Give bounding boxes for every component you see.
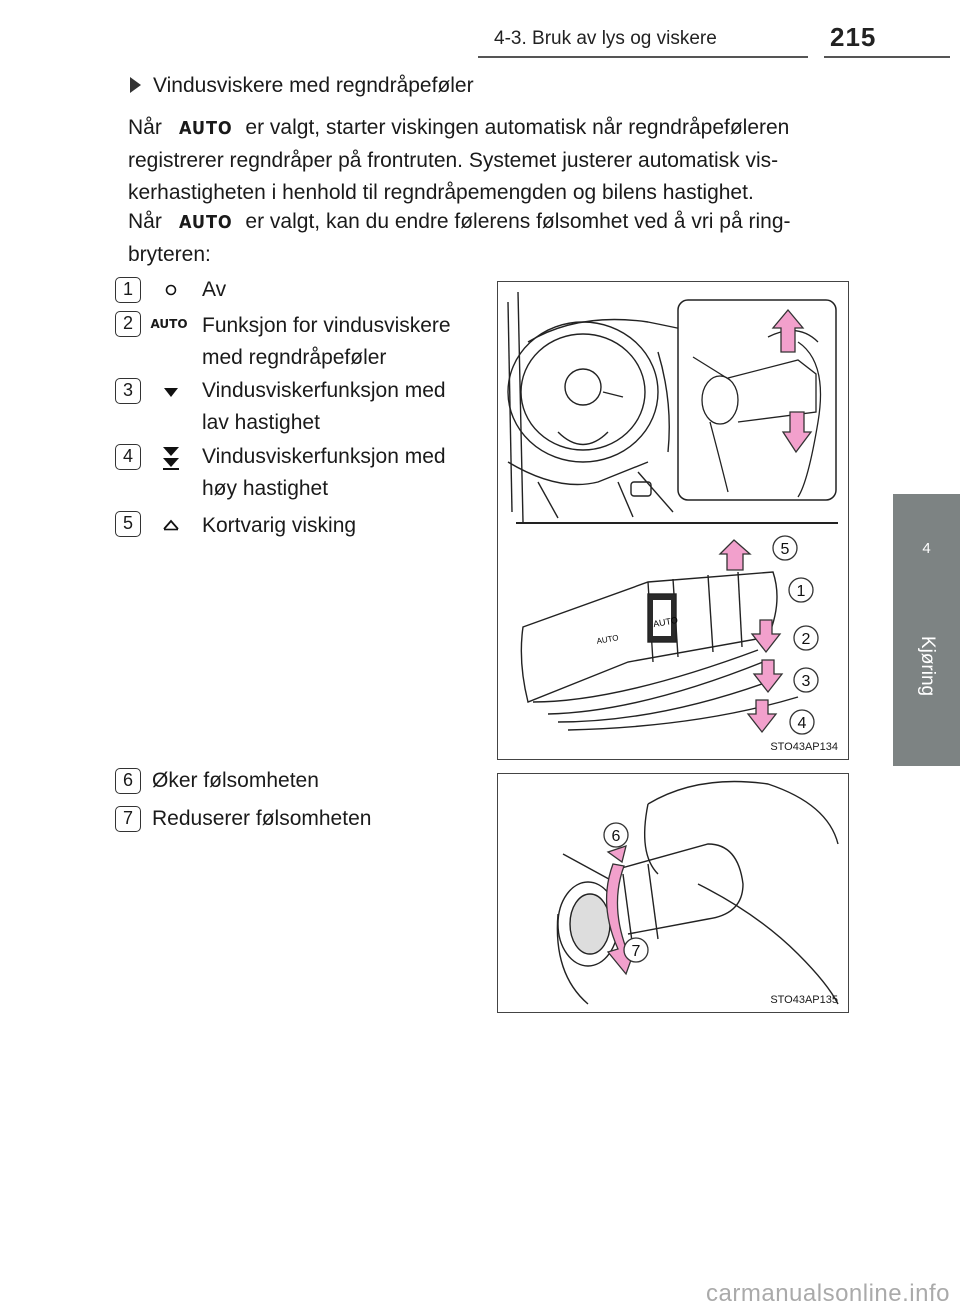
- chapter-label: Kjøring: [917, 635, 938, 697]
- item-text-line: høy hastighet: [202, 477, 329, 500]
- callout-4: 4: [797, 715, 807, 732]
- page-number: 215: [830, 22, 877, 52]
- circle-icon: [156, 278, 186, 302]
- paragraph-2-line-2: bryteren:: [128, 243, 211, 266]
- item-text: [202, 274, 478, 306]
- header-rule-gap: [808, 50, 824, 62]
- item-number-badge: 2: [115, 311, 141, 337]
- para1-rest: er valgt, starter viskingen automatisk når regndråpeføleren: [245, 116, 790, 139]
- chapter-number: 4: [922, 540, 931, 557]
- up-chevron-icon: [156, 513, 186, 537]
- header-rule: [478, 56, 950, 58]
- item-number-badge: 7: [115, 806, 141, 832]
- stalk-auto-label: AUTO: [652, 614, 679, 630]
- item-text-line: Funksjon for vindusviskere: [202, 314, 451, 337]
- auto-symbol: AUTO: [178, 118, 233, 139]
- item-text-line: med regndråpeføler: [202, 346, 387, 369]
- paragraph-2: [128, 206, 858, 271]
- paragraph-1-line-3: kerhastigheten i henhold til regndråpemengden og bilens hastighet.: [128, 181, 754, 204]
- callout-3: 3: [801, 673, 811, 690]
- callout-1: 1: [796, 583, 806, 600]
- item-number-badge: 5: [115, 511, 141, 537]
- item-text-line: Vindusviskerfunksjon med: [202, 379, 446, 402]
- figure-code: STO43AP134: [770, 741, 838, 753]
- paragraph-1-line-1: [128, 112, 858, 145]
- item-text: [202, 375, 478, 439]
- item-text-line: Av: [202, 278, 227, 301]
- section-title: 4-3. Bruk av lys og viskere: [494, 28, 717, 49]
- paragraph-1-line-2: registrerer regndråper på frontruten. Systemet justerer automatisk vis-: [128, 149, 779, 172]
- para1-lead: Når: [128, 116, 162, 139]
- subheading: [130, 74, 474, 98]
- bullet-triangle-icon: [130, 77, 141, 93]
- item-text: [202, 510, 478, 542]
- stalk-auto-label-2: AUTO: [595, 633, 620, 646]
- item-number-badge: 3: [115, 378, 141, 404]
- item-text: [202, 441, 478, 505]
- callout-6: 6: [611, 828, 621, 845]
- para2-rest: er valgt, kan du endre følerens følsomhet ved å vri på ring-: [245, 210, 791, 233]
- single-down-triangle-icon: [156, 380, 186, 404]
- paragraph-2-line-1: [128, 206, 858, 239]
- item-number-badge: 1: [115, 277, 141, 303]
- chapter-side-tab: [893, 494, 960, 766]
- subheading-text: Vindusviskere med regndråpeføler: [153, 74, 474, 97]
- paragraph-1: [128, 112, 858, 209]
- callout-7: 7: [631, 943, 641, 960]
- item-text-line: lav hastighet: [202, 411, 320, 434]
- figure-ring-switch: [497, 773, 849, 1013]
- chapter-label-wrap: [907, 596, 947, 736]
- item-text-line: Kortvarig visking: [202, 514, 357, 537]
- figure-code: STO43AP135: [770, 994, 838, 1006]
- ring-switch-illustration: [498, 774, 849, 1013]
- item-text: [202, 310, 478, 374]
- item-text-line: Vindusviskerfunksjon med: [202, 445, 446, 468]
- double-down-triangle-icon: [156, 446, 186, 470]
- auto-symbol: AUTO: [178, 212, 233, 233]
- wiper-switch-illustration: [498, 282, 849, 760]
- auto-icon: AUTO: [150, 317, 188, 331]
- watermark: carmanualsonline.info: [706, 1280, 950, 1307]
- item-text: Øker følsomheten: [152, 769, 319, 792]
- item-number-badge: 6: [115, 768, 141, 794]
- para2-lead: Når: [128, 210, 162, 233]
- callout-5: 5: [780, 541, 790, 558]
- item-text: Reduserer følsomheten: [152, 807, 372, 830]
- item-number-badge: 4: [115, 444, 141, 470]
- callout-2: 2: [801, 631, 811, 648]
- figure-wiper-switch: [497, 281, 849, 760]
